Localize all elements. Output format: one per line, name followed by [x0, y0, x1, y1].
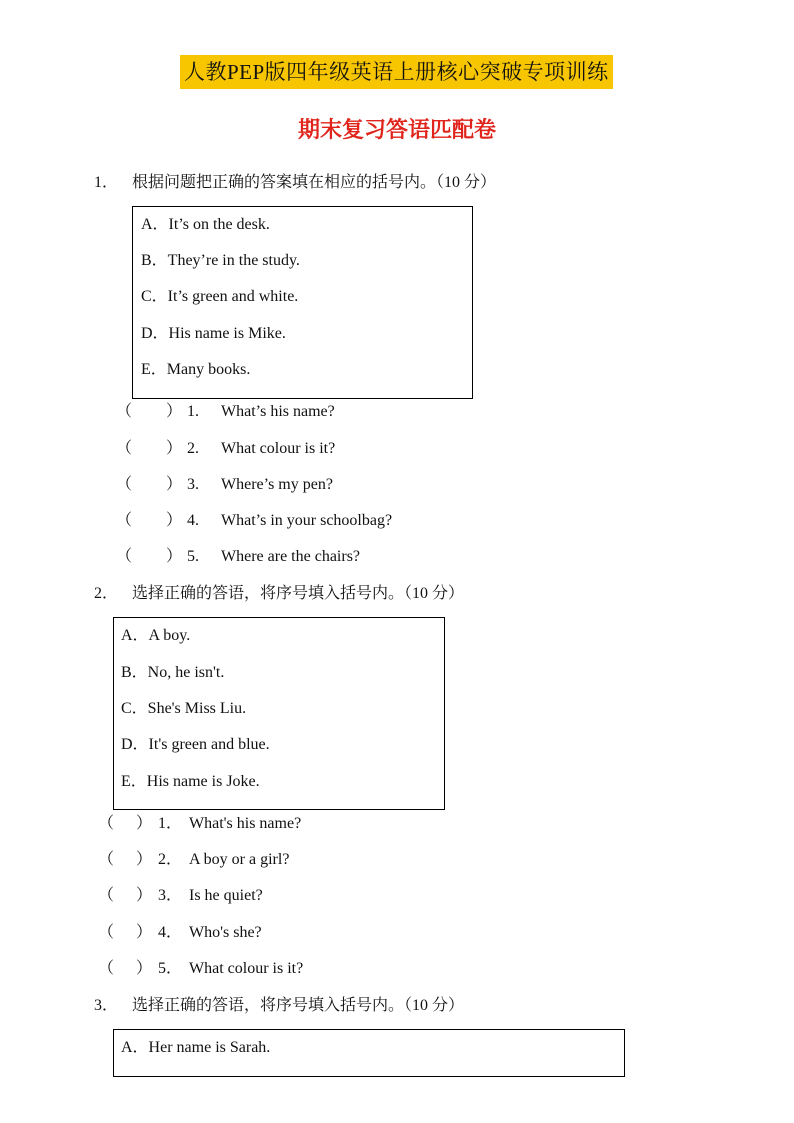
question-number: 3. — [187, 476, 199, 493]
section-2-option-a: A．A boy. — [121, 627, 191, 644]
section-1-question-5 — [0, 547, 794, 567]
section-1-question-3 — [0, 475, 794, 495]
section-1-question-4 — [0, 511, 794, 531]
section-2-option-c: C．She's Miss Liu. — [121, 700, 247, 717]
section-1-option-e: E．Many books. — [141, 361, 251, 378]
answer-blank-open[interactable]: （ — [116, 476, 133, 493]
question-number: 4． — [158, 924, 183, 941]
answer-blank-open[interactable]: （ — [98, 960, 115, 977]
answer-blank-open[interactable]: （ — [98, 887, 115, 904]
section-2-question-1 — [0, 814, 794, 834]
question-text: Where’s my pen? — [221, 476, 333, 493]
section-1-question-1 — [0, 402, 794, 422]
section-2-question-2 — [0, 850, 794, 870]
answer-blank-open[interactable]: （ — [98, 815, 115, 832]
section-2-number: 2． — [94, 585, 119, 602]
question-text: Where are the chairs? — [221, 548, 361, 565]
question-number: 5． — [158, 960, 183, 977]
question-text: What colour is it? — [221, 440, 336, 457]
answer-blank-close: ） — [166, 512, 183, 529]
answer-blank-open[interactable]: （ — [116, 548, 133, 565]
answer-blank-close: ） — [166, 403, 183, 420]
section-1-heading — [94, 172, 496, 194]
section-3-heading — [94, 995, 464, 1017]
section-2-instruction: 选择正确的答语，将序号填入括号内。（10 分） — [132, 585, 465, 602]
question-text: A boy or a girl? — [189, 851, 290, 868]
section-3-number: 3． — [94, 997, 119, 1014]
section-1-option-d: D．His name is Mike. — [141, 325, 286, 342]
answer-blank-close: ） — [136, 924, 153, 941]
answer-blank-close: ） — [166, 548, 183, 565]
answer-blank-open[interactable]: （ — [116, 512, 133, 529]
question-number: 3． — [158, 887, 183, 904]
answer-blank-open[interactable]: （ — [116, 403, 133, 420]
question-text: Who's she? — [189, 924, 262, 941]
worksheet-title: 人教PEP版四年级英语上册核心突破专项训练 — [180, 55, 613, 89]
answer-blank-open[interactable]: （ — [116, 440, 133, 457]
answer-blank-close: ） — [166, 440, 183, 457]
answer-blank-close: ） — [136, 815, 153, 832]
question-text: What’s his name? — [221, 403, 335, 420]
section-2-heading — [94, 583, 464, 605]
answer-blank-close: ） — [136, 887, 153, 904]
section-3-option-a: A．Her name is Sarah. — [121, 1039, 271, 1056]
answer-blank-close: ） — [136, 960, 153, 977]
question-text: Is he quiet? — [189, 887, 263, 904]
answer-blank-open[interactable]: （ — [98, 851, 115, 868]
question-text: What’s in your schoolbag? — [221, 512, 393, 529]
answer-blank-close: ） — [166, 476, 183, 493]
answer-blank-open[interactable]: （ — [98, 924, 115, 941]
section-2-question-4 — [0, 923, 794, 943]
section-2-option-d: D．It's green and blue. — [121, 736, 270, 753]
section-1-question-2 — [0, 439, 794, 459]
section-3-instruction: 选择正确的答语，将序号填入括号内。（10 分） — [132, 997, 465, 1014]
section-1-option-b: B．They’re in the study. — [141, 252, 300, 269]
section-1-option-c: C．It’s green and white. — [141, 288, 299, 305]
answer-blank-close: ） — [136, 851, 153, 868]
question-number: 5. — [187, 548, 199, 565]
question-text: What's his name? — [189, 815, 302, 832]
section-1-option-a: A．It’s on the desk. — [141, 216, 270, 233]
question-number: 4. — [187, 512, 199, 529]
question-number: 1. — [187, 403, 199, 420]
section-2-question-3 — [0, 886, 794, 906]
section-2-option-b: B．No, he isn't. — [121, 664, 225, 681]
question-number: 2． — [158, 851, 183, 868]
question-text: What colour is it? — [189, 960, 304, 977]
section-2-option-e: E．His name is Joke. — [121, 773, 260, 790]
worksheet-subtitle: 期末复习答语匹配卷 — [297, 118, 496, 143]
question-number: 2. — [187, 440, 199, 457]
question-number: 1． — [158, 815, 183, 832]
section-2-question-5 — [0, 959, 794, 979]
section-1-instruction: 根据问题把正确的答案填在相应的括号内。（10 分） — [132, 174, 497, 191]
section-1-number: 1． — [94, 174, 119, 191]
